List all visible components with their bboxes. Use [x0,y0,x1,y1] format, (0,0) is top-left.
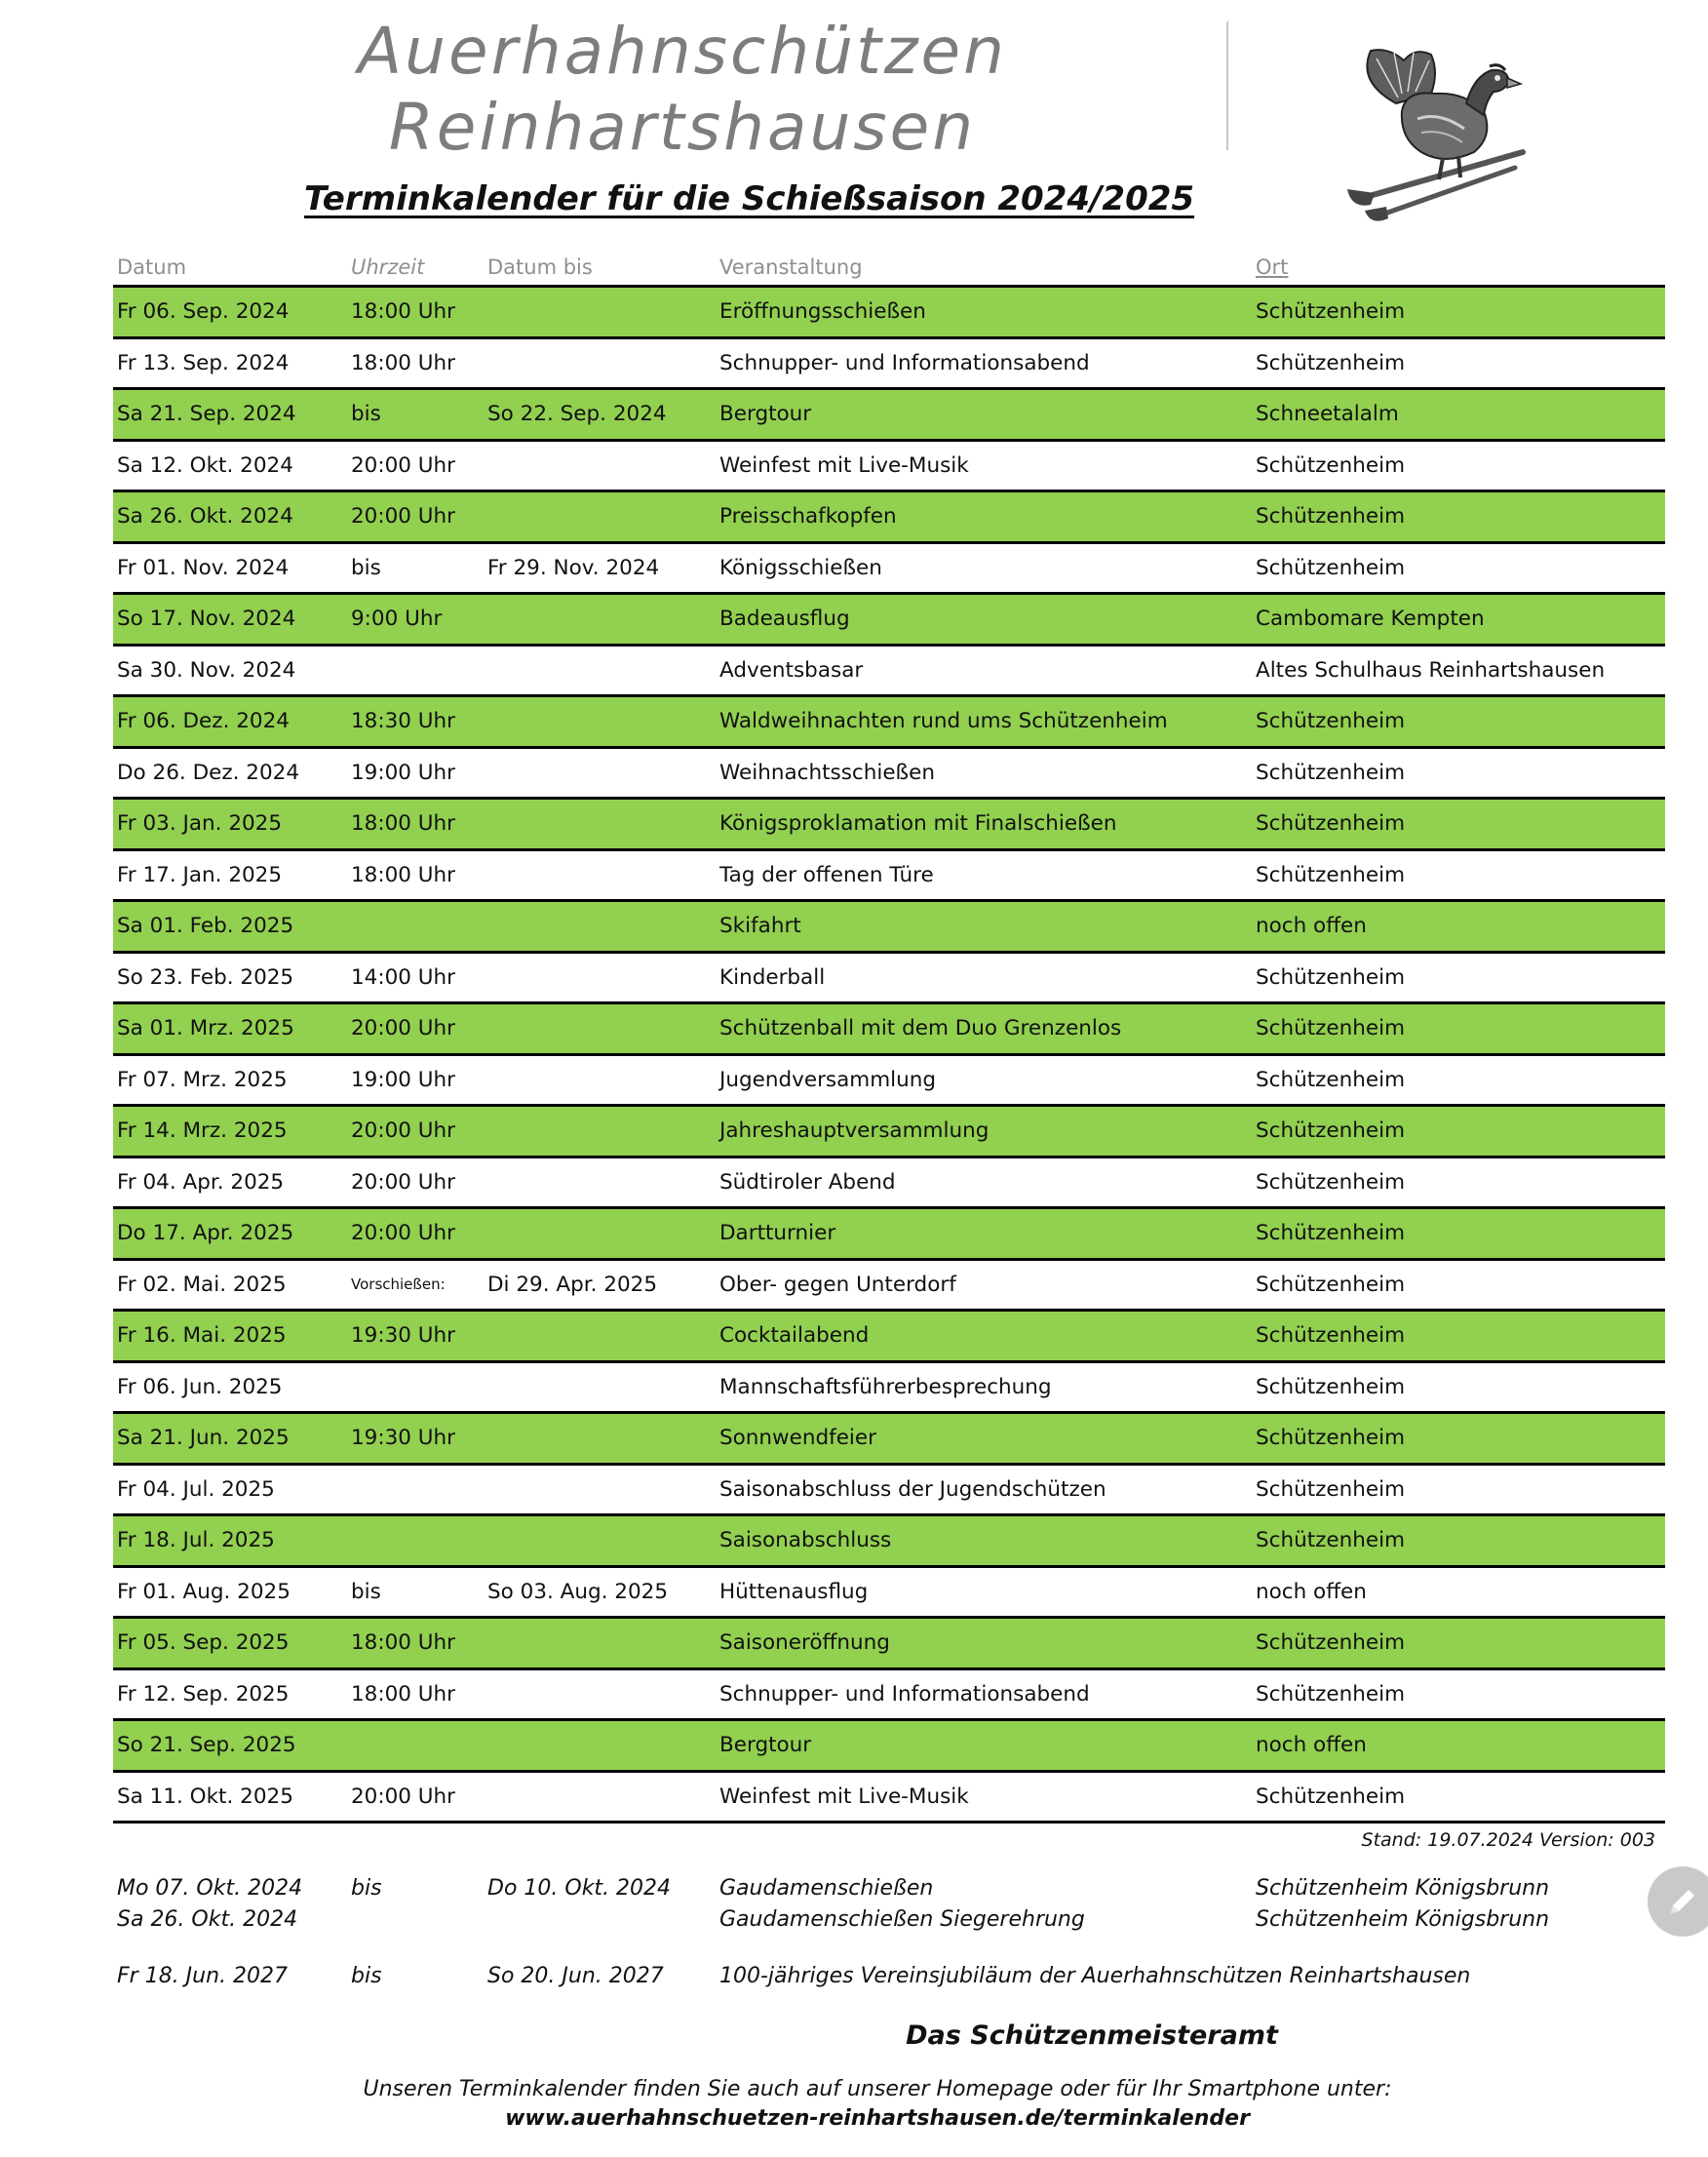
row-time: 18:00 Uhr [351,1681,455,1706]
row-event: Weinfest mit Live-Musik [719,1784,969,1809]
row-time: 18:00 Uhr [351,811,455,836]
row-date: Do 17. Apr. 2025 [117,1221,294,1245]
row-location: Schützenheim [1256,1067,1406,1092]
row-event: Eröffnungsschießen [719,299,926,324]
row-date: Sa 01. Feb. 2025 [117,914,294,938]
row-location: Schützenheim [1256,1681,1406,1706]
row-date-until: So 03. Aug. 2025 [487,1579,669,1604]
row-time: 20:00 Uhr [351,1784,455,1809]
row-time: 19:30 Uhr [351,1323,455,1348]
header-divider [1226,21,1228,150]
row-location: noch offen [1256,1579,1367,1604]
row-event: Weinfest mit Live-Musik [719,452,969,478]
table-row [113,1773,1665,1824]
row-date-until: Fr 29. Nov. 2024 [487,555,660,580]
row-event: Mannschaftsführerbesprechung [719,1374,1052,1399]
row-event: Preisschafkopfen [719,504,897,529]
row-location: Cambomare Kempten [1256,607,1485,631]
club-name-line1: Auerhahnschützen [358,14,1007,89]
row-location: Schützenheim [1256,299,1406,324]
row-event: Adventsbasar [719,657,864,683]
row-location: noch offen [1256,914,1367,938]
row-date: Fr 01. Aug. 2025 [117,1579,291,1604]
row-time: 9:00 Uhr [351,607,443,631]
row-date: Fr 18. Jul. 2025 [117,1528,275,1552]
row-date: Sa 11. Okt. 2025 [117,1784,293,1809]
row-time: 18:00 Uhr [351,862,455,887]
row-event: Saisoneröffnung [719,1630,890,1655]
additional-event-event: Gaudamenschießen Siegerehrung [719,1907,1085,1932]
row-time: 18:00 Uhr [351,1630,455,1655]
row-event: Hüttenausflug [719,1579,869,1604]
row-time: 20:00 Uhr [351,504,455,529]
row-event: Kinderball [719,964,826,990]
row-event: Ober- gegen Unterdorf [719,1272,956,1297]
table-row [113,1516,1665,1568]
additional-event-location: Schützenheim Königsbrunn [1256,1907,1550,1932]
row-event: Bergtour [719,1733,812,1757]
table-row [113,851,1665,903]
row-event: Skifahrt [719,914,801,938]
header-datum-bis: Datum bis [487,255,593,279]
pencil-icon [1663,1882,1702,1921]
footer-note: Unseren Terminkalender finden Sie auch auf unserer Homepage oder für Ihr Smartphone unter: [363,2077,1392,2101]
table-row [113,442,1665,493]
row-location: Schützenheim [1256,504,1406,529]
row-time: 20:00 Uhr [351,452,455,478]
table-row [113,1466,1665,1517]
row-date: Fr 01. Nov. 2024 [117,555,290,580]
table-row [113,1670,1665,1722]
header-veranstaltung: Veranstaltung [719,255,863,279]
row-event: Cocktailabend [719,1323,870,1348]
row-date: Sa 12. Okt. 2024 [117,452,293,478]
row-event: Weihnachtsschießen [719,760,935,785]
row-event: Bergtour [719,402,812,426]
row-date: So 17. Nov. 2024 [117,607,296,631]
header-ort: Ort [1256,255,1289,279]
table-row [113,902,1665,954]
club-name-line2: Reinhartshausen [388,90,977,165]
additional-event-time: bis [351,1964,382,1988]
row-date: Fr 02. Mai. 2025 [117,1272,287,1297]
table-row [113,1414,1665,1466]
table-row [113,647,1665,698]
row-time: 18:30 Uhr [351,709,455,733]
row-time: 20:00 Uhr [351,1118,455,1143]
table-row [113,339,1665,391]
additional-event-location: Schützenheim Königsbrunn [1256,1876,1550,1901]
row-date: Do 26. Dez. 2024 [117,760,300,785]
row-event: Tag der offenen Türe [719,862,934,887]
row-time: bis [351,1579,381,1604]
row-location: Schützenheim [1256,1221,1406,1245]
row-time: 20:00 Uhr [351,1221,455,1245]
row-date: Sa 26. Okt. 2024 [117,504,293,529]
row-date: Fr 04. Apr. 2025 [117,1169,285,1195]
additional-event-row [113,1907,1665,1939]
row-location: Altes Schulhaus Reinhartshausen [1256,657,1606,683]
version-stamp: Stand: 19.07.2024 Version: 003 [1361,1829,1655,1851]
additional-event-row [113,1876,1665,1907]
row-event: Dartturnier [719,1221,836,1245]
additional-event-date: Sa 26. Okt. 2024 [117,1907,298,1932]
row-date: Fr 06. Dez. 2024 [117,709,290,733]
table-row [113,1568,1665,1620]
additional-event-date-until: So 20. Jun. 2027 [487,1964,664,1988]
table-row [113,697,1665,749]
table-row [113,492,1665,544]
row-date: Fr 16. Mai. 2025 [117,1323,287,1348]
events-table [113,255,1665,1824]
row-location: Schützenheim [1256,1323,1406,1348]
row-time: 18:00 Uhr [351,299,455,324]
row-location: Schützenheim [1256,1118,1406,1143]
row-time: bis [351,402,381,426]
table-row [113,1056,1665,1108]
header-datum: Datum [117,255,187,279]
row-date: Fr 03. Jan. 2025 [117,811,283,836]
row-location: Schützenheim [1256,1528,1406,1552]
row-event: Königsproklamation mit Finalschießen [719,811,1117,836]
capercaillie-with-rifles-icon [1338,43,1533,226]
row-date: Fr 07. Mrz. 2025 [117,1067,288,1092]
table-header [113,255,1665,288]
row-event: Waldweihnachten rund ums Schützenheim [719,709,1168,733]
row-location: Schneetalalm [1256,402,1399,426]
row-time: Vorschießen: [351,1275,446,1293]
row-date: Sa 21. Sep. 2024 [117,402,296,426]
table-row [113,544,1665,596]
table-row [113,1619,1665,1670]
row-event: Südtiroler Abend [719,1169,896,1195]
additional-event-date: Mo 07. Okt. 2024 [117,1876,303,1901]
row-date: Fr 06. Jun. 2025 [117,1374,283,1399]
table-row [113,1158,1665,1210]
row-location: Schützenheim [1256,1426,1406,1450]
edit-button[interactable] [1648,1866,1708,1937]
table-row [113,1721,1665,1773]
row-date: So 21. Sep. 2025 [117,1733,296,1757]
row-location: Schützenheim [1256,1784,1406,1809]
row-event: Königsschießen [719,555,882,580]
additional-event-date-until: Do 10. Okt. 2024 [487,1876,672,1901]
row-location: Schützenheim [1256,1272,1406,1297]
row-event: Sonnwendfeier [719,1426,876,1450]
row-date: Fr 14. Mrz. 2025 [117,1118,288,1143]
footer-url: www.auerhahnschuetzen-reinhartshausen.de/terminkalender [505,2106,1250,2131]
row-date: Fr 06. Sep. 2024 [117,299,290,324]
row-location: noch offen [1256,1733,1367,1757]
row-date-until: So 22. Sep. 2024 [487,402,667,426]
row-date: Fr 12. Sep. 2025 [117,1681,290,1706]
table-row [113,1209,1665,1261]
table-row [113,800,1665,851]
row-location: Schützenheim [1256,709,1406,733]
row-date: Fr 04. Jul. 2025 [117,1476,275,1502]
table-row [113,1312,1665,1363]
row-date: Fr 17. Jan. 2025 [117,862,283,887]
row-location: Schützenheim [1256,1476,1406,1502]
row-date: Sa 30. Nov. 2024 [117,657,296,683]
row-time: 14:00 Uhr [351,964,455,990]
calendar-title: Terminkalender für die Schießsaison 2024/2025 [304,179,1195,218]
table-row [113,288,1665,339]
table-row [113,595,1665,647]
table-row [113,954,1665,1005]
row-location: Schützenheim [1256,350,1406,375]
row-location: Schützenheim [1256,1016,1406,1040]
signature: Das Schützenmeisteramt [906,2020,1278,2051]
additional-event-row [113,1964,1665,1995]
row-location: Schützenheim [1256,964,1406,990]
table-row [113,1004,1665,1056]
row-time: bis [351,555,381,580]
row-location: Schützenheim [1256,811,1406,836]
additional-event-event: Gaudamenschießen [719,1876,934,1901]
header-uhrzeit: Uhrzeit [351,255,425,279]
row-location: Schützenheim [1256,760,1406,785]
row-location: Schützenheim [1256,862,1406,887]
row-event: Jahreshauptversammlung [719,1118,990,1143]
table-row [113,1363,1665,1415]
row-event: Saisonabschluss der Jugendschützen [719,1476,1106,1502]
table-body [113,288,1665,1824]
row-time: 20:00 Uhr [351,1169,455,1195]
row-location: Schützenheim [1256,1374,1406,1399]
row-date: Fr 13. Sep. 2024 [117,350,290,375]
row-time: 19:30 Uhr [351,1426,455,1450]
row-date: Sa 01. Mrz. 2025 [117,1016,294,1040]
table-row [113,390,1665,442]
row-date: Sa 21. Jun. 2025 [117,1426,290,1450]
row-event: Schützenball mit dem Duo Grenzenlos [719,1016,1122,1040]
row-event: Badeausflug [719,607,850,631]
club-name [292,14,1072,166]
row-location: Schützenheim [1256,452,1406,478]
table-row [113,1261,1665,1313]
row-event: Schnupper- und Informationsabend [719,1681,1090,1706]
table-row [113,1107,1665,1158]
row-event: Saisonabschluss [719,1528,892,1552]
row-time: 20:00 Uhr [351,1016,455,1040]
row-event: Schnupper- und Informationsabend [719,350,1090,375]
row-date: So 23. Feb. 2025 [117,964,294,990]
row-time: 19:00 Uhr [351,1067,455,1092]
table-row [113,749,1665,801]
row-date-until: Di 29. Apr. 2025 [487,1272,657,1297]
row-time: 18:00 Uhr [351,350,455,375]
row-time: 19:00 Uhr [351,760,455,785]
additional-event-date: Fr 18. Jun. 2027 [117,1964,289,1988]
row-event: Jugendversammlung [719,1067,937,1092]
additional-event-time: bis [351,1876,382,1901]
row-location: Schützenheim [1256,555,1406,580]
row-date: Fr 05. Sep. 2025 [117,1630,290,1655]
row-location: Schützenheim [1256,1630,1406,1655]
row-location: Schützenheim [1256,1169,1406,1195]
additional-event-event: 100-jähriges Vereinsjubiläum der Auerhahnschützen Reinhartshausen [719,1964,1471,1988]
